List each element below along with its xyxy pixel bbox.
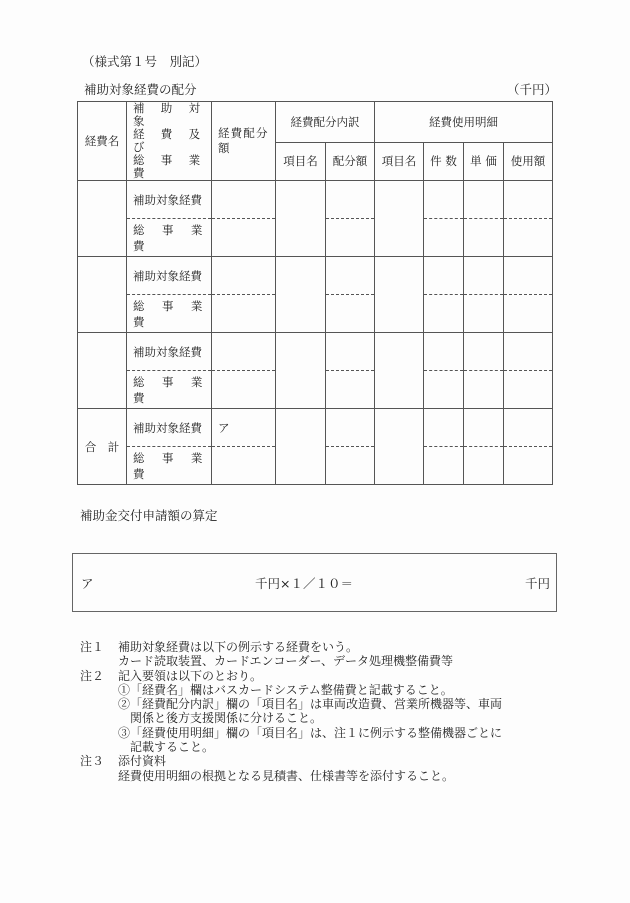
total-label: 総 事 業 費	[127, 219, 212, 257]
header-unit-price: 単 価	[464, 142, 504, 180]
header-allocation-breakdown: 経費配分内訳	[276, 102, 375, 143]
note-key: 注１	[80, 640, 105, 654]
unit-price-cell[interactable]	[464, 409, 504, 447]
note-line: 経費使用明細の根拠となる見積書、仕様書等を添付すること。	[118, 768, 455, 783]
unit-price-cell[interactable]	[464, 333, 504, 371]
total-amount-cell[interactable]	[212, 295, 276, 333]
unit-label: （千円）	[507, 82, 558, 97]
note-item-continuation: 関係と後方支援関係に分けること。	[130, 711, 323, 726]
header-allocation-amount-line: 額	[218, 141, 230, 155]
subsidy-amount-cell[interactable]	[212, 181, 276, 219]
usage-amount-cell[interactable]	[504, 181, 553, 219]
subsidy-label: 補助対象経費	[127, 409, 212, 447]
header-allocation-amount	[212, 102, 276, 181]
header-usage-amount: 使用額	[504, 142, 553, 180]
usage-item-name-cell[interactable]	[375, 333, 424, 409]
header-usage-item-name: 項目名	[375, 142, 424, 180]
allocated-amount-cell[interactable]	[326, 447, 375, 485]
usage-amount-cell[interactable]	[504, 257, 553, 295]
expense-name-cell[interactable]	[78, 181, 127, 257]
note-line: カード読取装置、カードエンコーダー、データ処理機整備費等	[118, 654, 454, 669]
usage-item-name-cell[interactable]	[375, 181, 424, 257]
header-allocation-amount-line: 経費配分	[218, 126, 269, 140]
unit-price-cell[interactable]	[464, 371, 504, 409]
unit-price-cell[interactable]	[464, 219, 504, 257]
calculation-formula: 千円×１／１０＝	[255, 576, 353, 591]
item-name-cell[interactable]	[276, 181, 326, 257]
count-cell[interactable]	[424, 181, 464, 219]
usage-item-name-cell[interactable]	[375, 257, 424, 333]
count-cell[interactable]	[424, 409, 464, 447]
item-name-cell[interactable]	[276, 333, 326, 409]
note-key: 注３	[80, 754, 105, 769]
note-2	[80, 669, 502, 755]
subsidy-label: 補助対象経費	[127, 333, 212, 371]
usage-amount-cell[interactable]	[504, 371, 553, 409]
count-cell[interactable]	[424, 219, 464, 257]
note-key: 注２	[80, 668, 105, 683]
note-item: ③「経費使用明細」欄の「項目名」は、注１に例示する整備機器ごとに	[118, 725, 503, 740]
allocated-amount-cell[interactable]	[326, 295, 375, 333]
unit-price-cell[interactable]	[464, 295, 504, 333]
calculation-result-unit: 千円	[525, 576, 551, 591]
total-label: 総 事 業 費	[127, 371, 212, 409]
subsidy-amount-cell-a[interactable]: ア	[212, 409, 276, 447]
header-expense-name: 経費名	[78, 102, 127, 181]
count-cell[interactable]	[424, 295, 464, 333]
header-subject	[127, 102, 212, 181]
note-item-continuation: 記載すること。	[130, 740, 215, 755]
count-cell[interactable]	[424, 257, 464, 295]
note-item: ②「経費配分内訳」欄の「項目名」は車両改造費、営業所機器等、車両	[118, 697, 503, 712]
calculation-label-a: ア	[81, 576, 94, 591]
section-title: 補助対象経費の配分	[84, 82, 197, 97]
header-item-name: 項目名	[276, 142, 326, 180]
usage-amount-cell[interactable]	[504, 333, 553, 371]
header-count: 件 数	[424, 142, 464, 180]
notes	[80, 640, 502, 783]
allocated-amount-cell[interactable]	[326, 219, 375, 257]
count-cell[interactable]	[424, 447, 464, 485]
header-subject-line: 補 助 対 象	[133, 101, 207, 128]
item-name-cell[interactable]	[276, 257, 326, 333]
unit-price-cell[interactable]	[464, 257, 504, 295]
allocation-table	[77, 101, 553, 485]
calculation-title: 補助金交付申請額の算定	[80, 508, 218, 523]
usage-amount-cell[interactable]	[504, 219, 553, 257]
total-amount-cell[interactable]	[212, 447, 276, 485]
allocated-amount-cell[interactable]	[326, 371, 375, 409]
note-3	[80, 754, 502, 783]
unit-price-cell[interactable]	[464, 181, 504, 219]
total-amount-cell[interactable]	[212, 371, 276, 409]
total-label: 総 事 業 費	[127, 447, 212, 485]
usage-item-name-cell[interactable]	[375, 409, 424, 485]
allocated-amount-cell[interactable]	[326, 181, 375, 219]
usage-amount-cell[interactable]	[504, 447, 553, 485]
allocated-amount-cell[interactable]	[326, 409, 375, 447]
header-allocated-amount: 配分額	[326, 142, 375, 180]
expense-name-cell[interactable]	[78, 257, 127, 333]
usage-amount-cell[interactable]	[504, 409, 553, 447]
form-label: （様式第１号 別記）	[82, 54, 208, 69]
count-cell[interactable]	[424, 333, 464, 371]
count-cell[interactable]	[424, 371, 464, 409]
item-name-cell[interactable]	[276, 409, 326, 485]
note-line: 添付資料	[118, 754, 167, 769]
header-subject-line: 経 費 及 び	[133, 127, 207, 154]
header-usage-detail: 経費使用明細	[375, 102, 553, 143]
unit-price-cell[interactable]	[464, 447, 504, 485]
subsidy-amount-cell[interactable]	[212, 333, 276, 371]
note-line: 記入要領は以下のとおり。	[118, 668, 263, 683]
header-subject-line: 総 事 業 費	[133, 153, 207, 180]
total-amount-cell[interactable]	[212, 219, 276, 257]
allocated-amount-cell[interactable]	[326, 257, 375, 295]
expense-name-cell[interactable]	[78, 333, 127, 409]
usage-amount-cell[interactable]	[504, 295, 553, 333]
calculation-box	[72, 553, 557, 612]
allocated-amount-cell[interactable]	[326, 333, 375, 371]
total-label: 総 事 業 費	[127, 295, 212, 333]
subsidy-label: 補助対象経費	[127, 257, 212, 295]
note-item: ①「経費名」欄はバスカードシステム整備費と記載すること。	[118, 682, 453, 697]
note-line: 補助対象経費は以下の例示する経費をいう。	[118, 640, 359, 654]
subsidy-amount-cell[interactable]	[212, 257, 276, 295]
note-1	[80, 640, 502, 669]
subsidy-label: 補助対象経費	[127, 181, 212, 219]
total-row-label: 合 計	[78, 409, 127, 485]
